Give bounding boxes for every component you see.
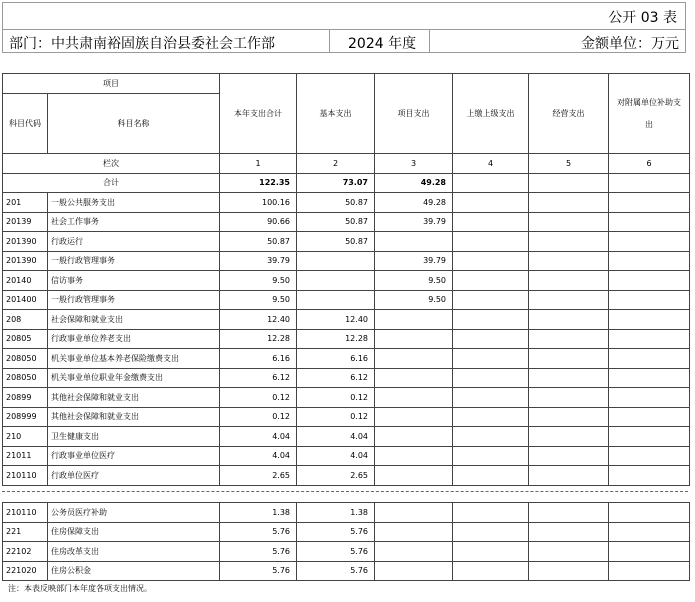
expenditure-table <box>2 73 690 486</box>
subject-name-cell: 行政单位医疗 <box>48 466 220 486</box>
column-index-cell: 4 <box>453 154 529 174</box>
subsidy-cell <box>609 368 690 388</box>
upper-payment-cell <box>453 388 529 408</box>
subject-name-cell: 一般行政管理事务 <box>48 251 220 271</box>
subject-name-cell: 社会保障和就业支出 <box>48 310 220 330</box>
subsidy-header: 对附属单位补助支出 <box>609 74 690 154</box>
form-code-bar <box>2 2 686 29</box>
operation-cell <box>529 427 609 447</box>
subsidy-cell <box>609 407 690 427</box>
subject-name-cell: 一般公共服务支出 <box>48 193 220 213</box>
operation-cell <box>529 466 609 486</box>
subject-name-cell: 一般行政管理事务 <box>48 290 220 310</box>
total-cell: 39.79 <box>220 251 297 271</box>
year-label: 2024 年度 <box>348 36 417 52</box>
operation-cell <box>529 290 609 310</box>
upper-payment-cell <box>453 349 529 369</box>
project-cell <box>375 542 453 562</box>
subsidy-cell <box>609 349 690 369</box>
basic-cell: 12.40 <box>297 310 375 330</box>
subject-code-cell: 20805 <box>3 329 48 349</box>
project-cell: 9.50 <box>375 271 453 291</box>
subject-name-cell: 其他社会保障和就业支出 <box>48 407 220 427</box>
summary-operation <box>529 173 609 193</box>
summary-subsidy <box>609 173 690 193</box>
table-row <box>3 427 690 447</box>
basic-cell: 5.76 <box>297 542 375 562</box>
upper-payment-header: 上缴上级支出 <box>453 74 529 154</box>
operation-cell <box>529 251 609 271</box>
subject-code-cell: 201400 <box>3 290 48 310</box>
project-header: 项目 <box>3 74 220 94</box>
subject-name-cell: 公务员医疗补助 <box>48 503 220 523</box>
summary-total: 122.35 <box>220 173 297 193</box>
basic-cell: 12.28 <box>297 329 375 349</box>
subject-code-cell: 20140 <box>3 271 48 291</box>
subsidy-cell <box>609 290 690 310</box>
total-cell: 5.76 <box>220 522 297 542</box>
upper-payment-cell <box>453 290 529 310</box>
subject-name-cell: 机关事业单位职业年金缴费支出 <box>48 368 220 388</box>
basic-cell: 1.38 <box>297 503 375 523</box>
table-row <box>3 522 690 542</box>
form-code: 公开 03 表 <box>608 10 677 26</box>
total-cell: 90.66 <box>220 212 297 232</box>
operation-cell <box>529 310 609 330</box>
subject-name-header: 科目名称 <box>48 94 220 154</box>
project-cell: 9.50 <box>375 290 453 310</box>
basic-cell <box>297 271 375 291</box>
table-header <box>3 74 690 193</box>
subsidy-cell <box>609 271 690 291</box>
operation-cell <box>529 193 609 213</box>
subsidy-cell <box>609 310 690 330</box>
subject-code-cell: 201 <box>3 193 48 213</box>
project-cell: 39.79 <box>375 251 453 271</box>
table-body-continued <box>3 503 690 581</box>
subsidy-cell <box>609 193 690 213</box>
header-divider <box>329 30 330 52</box>
basic-cell <box>297 290 375 310</box>
project-cell <box>375 427 453 447</box>
table-row <box>3 561 690 581</box>
subject-name-cell: 住房公积金 <box>48 561 220 581</box>
project-cell <box>375 466 453 486</box>
basic-cell: 4.04 <box>297 427 375 447</box>
basic-cell <box>297 251 375 271</box>
total-cell: 9.50 <box>220 271 297 291</box>
subject-name-cell: 其他社会保障和就业支出 <box>48 388 220 408</box>
total-cell: 4.04 <box>220 446 297 466</box>
subject-code-cell: 208050 <box>3 349 48 369</box>
subject-name-cell: 卫生健康支出 <box>48 427 220 447</box>
column-index-cell: 3 <box>375 154 453 174</box>
basic-header: 基本支出 <box>297 74 375 154</box>
upper-payment-cell <box>453 466 529 486</box>
table-row <box>3 251 690 271</box>
basic-cell: 0.12 <box>297 388 375 408</box>
upper-payment-cell <box>453 232 529 252</box>
basic-cell: 50.87 <box>297 212 375 232</box>
basic-cell: 50.87 <box>297 232 375 252</box>
operation-cell <box>529 271 609 291</box>
subject-name-cell: 信访事务 <box>48 271 220 291</box>
summary-row <box>3 173 690 193</box>
basic-cell: 6.16 <box>297 349 375 369</box>
upper-payment-cell <box>453 522 529 542</box>
upper-payment-cell <box>453 212 529 232</box>
upper-payment-cell <box>453 251 529 271</box>
total-cell: 0.12 <box>220 388 297 408</box>
operation-cell <box>529 503 609 523</box>
table-row <box>3 368 690 388</box>
upper-payment-cell <box>453 407 529 427</box>
table-row <box>3 212 690 232</box>
table-row <box>3 542 690 562</box>
project-cell: 39.79 <box>375 212 453 232</box>
column-index-label: 栏次 <box>3 154 220 174</box>
unit-label: 金额单位：万元 <box>581 36 679 52</box>
basic-cell: 4.04 <box>297 446 375 466</box>
subject-code-cell: 210110 <box>3 466 48 486</box>
project-cell <box>375 310 453 330</box>
page-break-line <box>2 491 688 492</box>
table-row <box>3 329 690 349</box>
department-label: 部门：中共肃南裕固族自治县委社会工作部 <box>9 36 275 52</box>
project-cell <box>375 446 453 466</box>
table-row <box>3 310 690 330</box>
operation-cell <box>529 542 609 562</box>
summary-basic: 73.07 <box>297 173 375 193</box>
subject-code-header: 科目代码 <box>3 94 48 154</box>
upper-payment-cell <box>453 329 529 349</box>
operation-cell <box>529 561 609 581</box>
table-row <box>3 349 690 369</box>
basic-cell: 50.87 <box>297 193 375 213</box>
subsidy-cell <box>609 561 690 581</box>
table-note: 注：本表反映部门本年度各项支出情况。 <box>8 584 152 593</box>
subject-code-cell: 210110 <box>3 503 48 523</box>
subsidy-cell <box>609 212 690 232</box>
total-cell: 100.16 <box>220 193 297 213</box>
subject-code-cell: 201390 <box>3 251 48 271</box>
project-cell <box>375 522 453 542</box>
subsidy-cell <box>609 503 690 523</box>
project-cell <box>375 388 453 408</box>
column-index-cell: 5 <box>529 154 609 174</box>
total-cell: 4.04 <box>220 427 297 447</box>
subject-code-cell: 210 <box>3 427 48 447</box>
project-cell <box>375 329 453 349</box>
table-row <box>3 388 690 408</box>
subject-code-cell: 20899 <box>3 388 48 408</box>
subject-code-cell: 208 <box>3 310 48 330</box>
subject-code-cell: 208050 <box>3 368 48 388</box>
project-cell <box>375 349 453 369</box>
subsidy-cell <box>609 446 690 466</box>
project-cell <box>375 232 453 252</box>
upper-payment-cell <box>453 503 529 523</box>
subsidy-cell <box>609 232 690 252</box>
project-cell <box>375 368 453 388</box>
total-cell: 5.76 <box>220 542 297 562</box>
project-cell <box>375 561 453 581</box>
operation-cell <box>529 407 609 427</box>
project-cell <box>375 407 453 427</box>
report-header <box>2 29 686 53</box>
upper-payment-cell <box>453 542 529 562</box>
subject-code-cell: 208999 <box>3 407 48 427</box>
upper-payment-cell <box>453 193 529 213</box>
table-row <box>3 290 690 310</box>
subject-code-cell: 21011 <box>3 446 48 466</box>
basic-cell: 6.12 <box>297 368 375 388</box>
upper-payment-cell <box>453 310 529 330</box>
total-cell: 50.87 <box>220 232 297 252</box>
operation-cell <box>529 212 609 232</box>
subject-code-cell: 221 <box>3 522 48 542</box>
subject-code-cell: 201390 <box>3 232 48 252</box>
operation-header: 经营支出 <box>529 74 609 154</box>
subject-name-cell: 行政运行 <box>48 232 220 252</box>
total-cell: 12.28 <box>220 329 297 349</box>
table-row <box>3 271 690 291</box>
total-cell: 5.76 <box>220 561 297 581</box>
table-row <box>3 466 690 486</box>
table-row <box>3 503 690 523</box>
summary-project: 49.28 <box>375 173 453 193</box>
summary-label: 合计 <box>3 173 220 193</box>
basic-cell: 0.12 <box>297 407 375 427</box>
total-cell: 0.12 <box>220 407 297 427</box>
subsidy-cell <box>609 427 690 447</box>
table-row <box>3 407 690 427</box>
operation-cell <box>529 522 609 542</box>
subject-name-cell: 住房改革支出 <box>48 542 220 562</box>
table-row <box>3 232 690 252</box>
operation-cell <box>529 349 609 369</box>
total-cell: 2.65 <box>220 466 297 486</box>
operation-cell <box>529 368 609 388</box>
project-expense-header: 项目支出 <box>375 74 453 154</box>
total-cell: 9.50 <box>220 290 297 310</box>
table-row <box>3 446 690 466</box>
subsidy-cell <box>609 329 690 349</box>
total-cell: 6.12 <box>220 368 297 388</box>
column-index-cell: 1 <box>220 154 297 174</box>
header-divider <box>429 30 430 52</box>
subject-name-cell: 社会工作事务 <box>48 212 220 232</box>
operation-cell <box>529 232 609 252</box>
upper-payment-cell <box>453 427 529 447</box>
subsidy-cell <box>609 466 690 486</box>
total-cell: 1.38 <box>220 503 297 523</box>
subject-name-cell: 住房保障支出 <box>48 522 220 542</box>
project-cell <box>375 503 453 523</box>
subsidy-cell <box>609 251 690 271</box>
operation-cell <box>529 329 609 349</box>
column-index-row <box>3 154 690 174</box>
summary-upper-payment <box>453 173 529 193</box>
column-index-cell: 2 <box>297 154 375 174</box>
subject-code-cell: 20139 <box>3 212 48 232</box>
table-row <box>3 193 690 213</box>
expenditure-table-continued <box>2 502 690 581</box>
upper-payment-cell <box>453 446 529 466</box>
subject-name-cell: 机关事业单位基本养老保险缴费支出 <box>48 349 220 369</box>
project-cell: 49.28 <box>375 193 453 213</box>
subject-code-cell: 221020 <box>3 561 48 581</box>
subsidy-cell <box>609 522 690 542</box>
total-cell: 12.40 <box>220 310 297 330</box>
table-body <box>3 193 690 486</box>
subject-name-cell: 行政事业单位养老支出 <box>48 329 220 349</box>
basic-cell: 5.76 <box>297 522 375 542</box>
upper-payment-cell <box>453 271 529 291</box>
basic-cell: 2.65 <box>297 466 375 486</box>
operation-cell <box>529 446 609 466</box>
total-header: 本年支出合计 <box>220 74 297 154</box>
operation-cell <box>529 388 609 408</box>
subject-name-cell: 行政事业单位医疗 <box>48 446 220 466</box>
total-cell: 6.16 <box>220 349 297 369</box>
subsidy-cell <box>609 542 690 562</box>
column-index-cell: 6 <box>609 154 690 174</box>
basic-cell: 5.76 <box>297 561 375 581</box>
subject-code-cell: 22102 <box>3 542 48 562</box>
upper-payment-cell <box>453 368 529 388</box>
upper-payment-cell <box>453 561 529 581</box>
subsidy-cell <box>609 388 690 408</box>
